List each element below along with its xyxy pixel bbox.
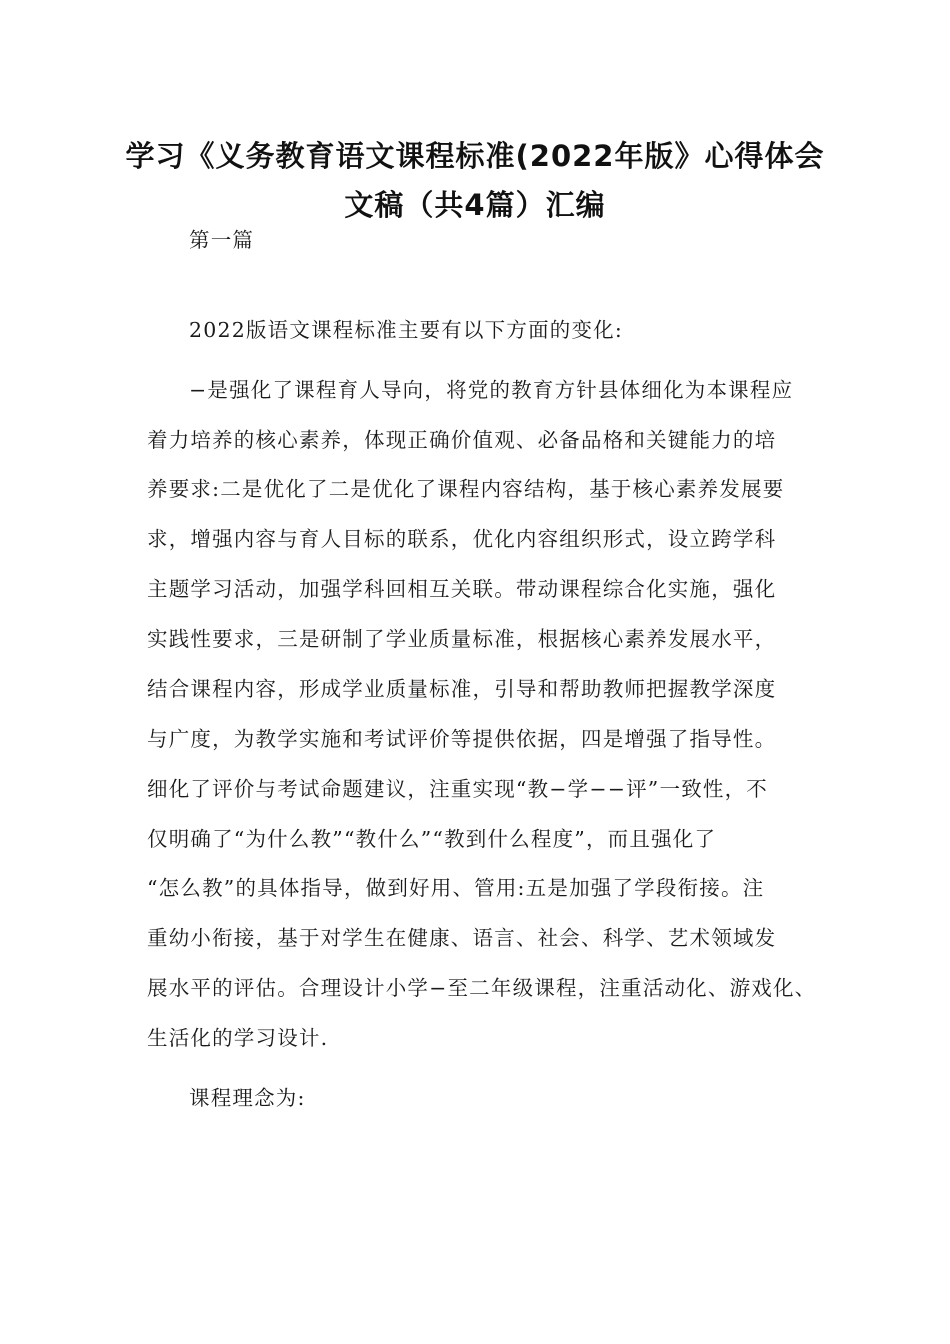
- document-title-line-1: 学习《义务教育语文课程标准(2022年版》心得体会: [125, 139, 825, 173]
- body-line: 展水平的评估。合理设计小学−至二年级课程，注重活动化、游戏化、: [147, 976, 817, 1000]
- section-heading: 第一篇: [189, 228, 255, 252]
- document-title-line-2: 文稿（共4篇）汇编: [344, 188, 606, 222]
- body-line: 求，增强内容与育人目标的联系，优化内容组织形式，设立跨学科: [147, 527, 777, 551]
- body-line: 实践性要求，三是研制了学业质量标准，根据核心素养发展水平，: [147, 627, 777, 651]
- body-line: 着力培养的核心素养，体现正确价值观、必备品格和关键能力的培: [147, 428, 777, 452]
- body-line: 重幼小衔接，基于对学生在健康、语言、社会、科学、艺术领域发: [147, 926, 777, 950]
- body-line: 细化了评价与考试命题建议，注重实现“教−学−−评”一致性，不: [147, 777, 768, 801]
- body-line: 与广度，为教学实施和考试评价等提供依据，四是增强了指导性。: [147, 727, 777, 751]
- body-line: 养要求:二是优化了二是优化了课程内容结构，基于核心素养发展要: [147, 477, 785, 501]
- body-line: 仅明确了“为什么教”“教什么”“教到什么程度”，而且强化了: [147, 827, 717, 851]
- body-line: 结合课程内容，形成学业质量标准，引导和帮助教师把握教学深度: [147, 677, 777, 701]
- body-line: 生活化的学习设计.: [147, 1026, 329, 1050]
- intro-paragraph: 2022版语文课程标准主要有以下方面的变化:: [189, 318, 623, 342]
- body-line: “怎么教”的具体指导，做到好用、管用:五是加强了学段衔接。注: [147, 876, 765, 900]
- closing-paragraph: 课程理念为:: [189, 1086, 306, 1110]
- body-line: 主题学习活动，加强学科回相互关联。带动课程综合化实施，强化: [147, 577, 777, 601]
- body-line: −是强化了课程育人导向，将党的教育方针县体细化为本课程应: [189, 378, 794, 402]
